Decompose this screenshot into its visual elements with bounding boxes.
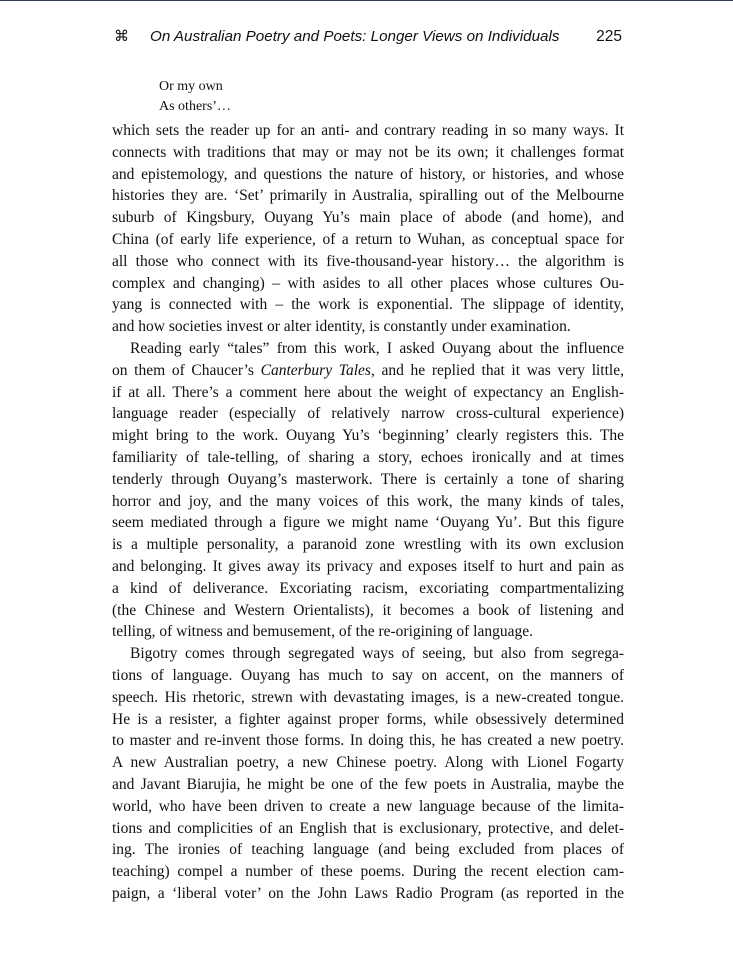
text-line: A new Australian poetry, a new Chinese poetry. Along with Lionel Fogarty	[112, 754, 624, 772]
text-line: Reading early “tales” from this work, I asked Ouyang about the influence	[130, 339, 624, 357]
text-line: seem mediated through a figure we might name ‘Ouyang Yu’. But this figure	[112, 514, 624, 532]
text-line: teaching) compel a number of these poems. During the recent election cam-	[112, 863, 624, 881]
text-run: on them of Chaucer’s	[112, 361, 261, 379]
text-line: tions and complicities of an English that is exclusionary, protective, and delet-	[112, 819, 624, 837]
text-line: Bigotry comes through segregated ways of seeing, but also from segrega-	[130, 645, 624, 663]
text-line: (the Chinese and Western Orientalists), it becomes a book of listening and	[112, 601, 624, 619]
text-line: tions of language. Ouyang has much to say on accent, on the manners of	[112, 666, 624, 684]
text-line: yang is connected with – the work is exponential. The slippage of identity,	[112, 296, 624, 314]
text-line: if at all. There’s a comment here about the weight of expectancy an English-	[112, 383, 624, 401]
paragraph	[112, 643, 624, 905]
text-line: all those who connect with its five-thousand-year history… the algorithm is	[112, 252, 624, 270]
text-line: speech. His rhetoric, strewn with devastating images, is a new-created tongue.	[112, 688, 624, 706]
text-line: world, who have been driven to create a new language because of the limita-	[112, 797, 624, 815]
paragraph	[112, 338, 624, 643]
command-icon: ⌘	[114, 28, 129, 45]
verse-line: Or my own	[159, 79, 223, 94]
text-line: telling, of witness and bemusement, of the re-origining of language.	[112, 623, 533, 641]
verse-quote	[159, 77, 624, 117]
text-line: ing. The ironies of teaching language (and being excluded from places of	[112, 841, 624, 859]
running-head-title: On Australian Poetry and Poets: Longer Views on Individuals	[150, 28, 560, 45]
text-line: suburb of Kingsbury, Ouyang Yu’s main place of abode (and home), and	[112, 209, 624, 227]
text-line: and epistemology, and questions the nature of history, or histories, and whose	[112, 165, 624, 183]
text-line: tenderly through Ouyang’s masterwork. There is certainly a tone of sharing	[112, 470, 624, 488]
text-line: might bring to the work. Ouyang Yu’s ‘beginning’ clearly registers this. The	[112, 427, 624, 445]
paragraph	[112, 120, 624, 338]
text-line: China (of early life experience, of a return to Wuhan, as conceptual space for	[112, 230, 624, 248]
body-text	[112, 77, 624, 905]
text-line: a kind of deliverance. Excoriating racism, excoriating compartmentalizing	[112, 579, 624, 597]
text-line: paign, a ‘liberal voter’ on the John Laws Radio Program (as reported in the	[112, 884, 624, 902]
text-line: and how societies invest or alter identity, is constantly under examination.	[112, 318, 571, 336]
page-number: 225	[596, 28, 622, 45]
text-line: familiarity of tale-telling, of sharing a story, echoes ironically and at times	[112, 448, 624, 466]
verse-line: As others’…	[159, 99, 231, 114]
text-line: to master and re-invent those forms. In doing this, he has created a new poetry.	[112, 732, 624, 750]
running-head	[114, 21, 624, 53]
text-line: horror and joy, and the many voices of this work, the many kinds of tales,	[112, 492, 624, 510]
text-line: is a multiple personality, a paranoid zone wrestling with its own exclusion	[112, 536, 624, 554]
text-run: , and he replied that it was very little,	[370, 361, 624, 379]
text-line: and Javant Biarujia, he might be one of the few poets in Australia, maybe the	[112, 775, 624, 793]
text-line: connects with traditions that may or may not be its own; it challenges format	[112, 143, 624, 161]
text-line: and belonging. It gives away its privacy and exposes itself to hurt and pain as	[112, 557, 624, 575]
text-line	[112, 360, 624, 382]
book-title: Canterbury Tales	[260, 361, 371, 379]
text-line: language reader (especially of relatively narrow cross-cultural experience)	[112, 405, 624, 423]
text-line: He is a resister, a fighter against proper forms, while obsessively determined	[112, 710, 624, 728]
text-line: which sets the reader up for an anti- and contrary reading in so many ways. It	[112, 122, 624, 139]
text-line: complex and changing) – with asides to all other places whose cultures Ou-	[112, 274, 624, 292]
text-line: histories they are. ‘Set’ primarily in Australia, spiralling out of the Melbourne	[112, 187, 624, 205]
